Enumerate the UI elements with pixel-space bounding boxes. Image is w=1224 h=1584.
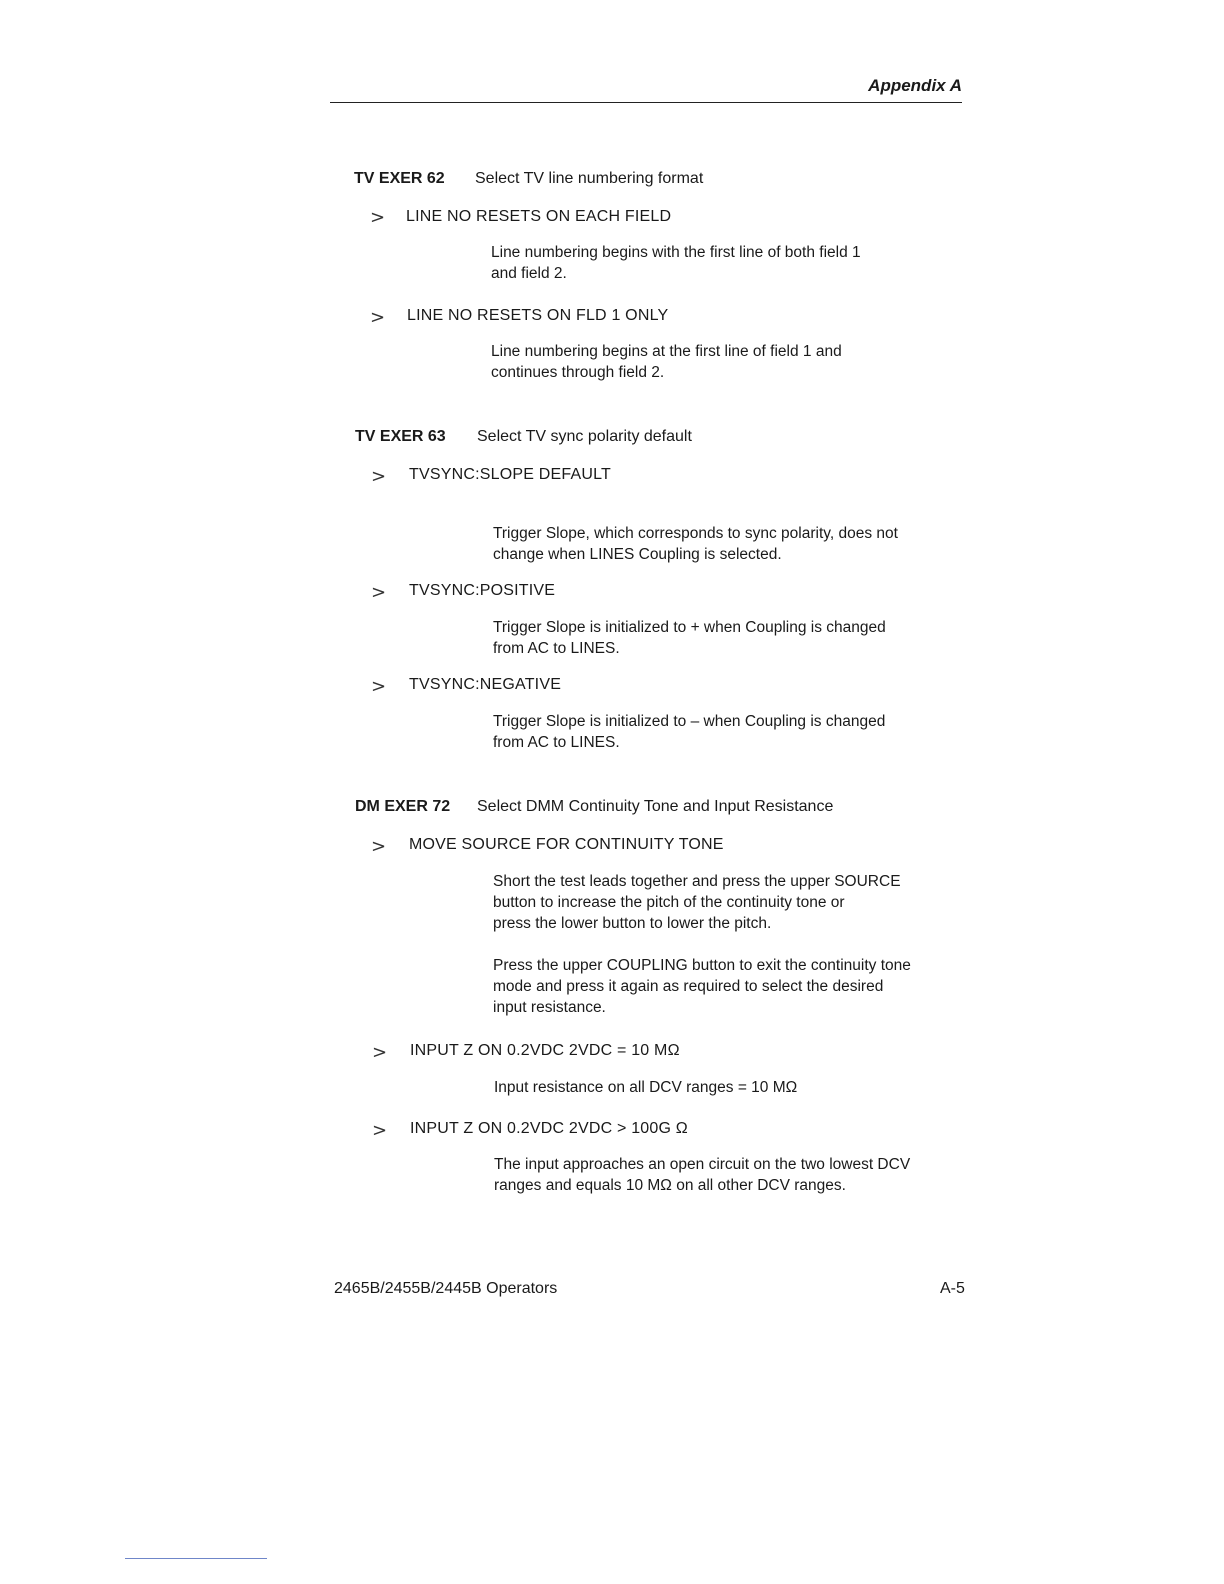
section-title-tv-exer-63: Select TV sync polarity default [477, 428, 692, 445]
option-marker: > [371, 582, 387, 603]
option-label-input-z-100g: INPUT Z ON 0.2VDC 2VDC > 100G Ω [410, 1120, 688, 1137]
option-label-tvsync-negative: TVSYNC:NEGATIVE [409, 676, 562, 693]
option-marker: > [371, 836, 387, 857]
bottom-divider [125, 1558, 267, 1559]
description-line: button to increase the pitch of the continuity tone or [493, 894, 845, 911]
option-label-line-no-resets-each-field: LINE NO RESETS ON EACH FIELD [406, 208, 672, 225]
option-marker: > [371, 466, 387, 487]
option-description [493, 617, 953, 659]
option-marker: > [372, 1042, 388, 1063]
option-description [491, 341, 951, 383]
description-line: Line numbering begins at the first line of field 1 and [491, 343, 842, 360]
description-line: from AC to LINES. [493, 640, 620, 657]
section-title-tv-exer-62: Select TV line numbering format [475, 170, 704, 187]
description-line: press the lower button to lower the pitch. [493, 915, 772, 932]
option-description [493, 523, 953, 565]
option-description [493, 871, 953, 934]
description-line: Press the upper COUPLING button to exit the continuity tone [493, 957, 911, 974]
option-marker: > [372, 1120, 388, 1141]
option-label-tvsync-positive: TVSYNC:POSITIVE [409, 582, 556, 599]
description-line: continues through field 2. [491, 364, 665, 381]
description-line: Trigger Slope is initialized to + when Coupling is changed [493, 619, 886, 636]
page-number: A-5 [940, 1280, 965, 1297]
description-line: Trigger Slope is initialized to – when Coupling is changed [493, 713, 886, 730]
option-description [494, 1077, 954, 1098]
description-line: from AC to LINES. [493, 734, 620, 751]
description-line: Short the test leads together and press the upper SOURCE [493, 873, 901, 890]
section-id-dm-exer-72: DM EXER 72 [355, 798, 451, 815]
option-label-tvsync-slope-default: TVSYNC:SLOPE DEFAULT [409, 466, 611, 483]
description-line: mode and press it again as required to select the desired [493, 978, 884, 995]
description-line: The input approaches an open circuit on the two lowest DCV [494, 1156, 911, 1173]
option-label-line-no-resets-fld-1: LINE NO RESETS ON FLD 1 ONLY [407, 307, 669, 324]
section-id-tv-exer-62: TV EXER 62 [354, 170, 445, 187]
section-title-dm-exer-72: Select DMM Continuity Tone and Input Resistance [477, 798, 834, 815]
description-line: Line numbering begins with the first line of both field 1 [491, 244, 861, 261]
description-line: ranges and equals 10 MΩ on all other DCV ranges. [494, 1177, 846, 1194]
option-marker: > [371, 676, 387, 697]
footer-manual-title: 2465B/2455B/2445B Operators [334, 1280, 558, 1297]
option-marker: > [370, 307, 386, 328]
option-description [491, 242, 951, 284]
description-line: and field 2. [491, 265, 567, 282]
description-line: Input resistance on all DCV ranges = 10 MΩ [494, 1079, 798, 1096]
section-id-tv-exer-63: TV EXER 63 [355, 428, 446, 445]
option-description-continued [493, 955, 953, 1018]
appendix-title: Appendix A [868, 76, 962, 95]
description-line: change when LINES Coupling is selected. [493, 546, 782, 563]
option-label-move-source-continuity: MOVE SOURCE FOR CONTINUITY TONE [409, 836, 724, 853]
option-label-input-z-10m: INPUT Z ON 0.2VDC 2VDC = 10 MΩ [410, 1042, 680, 1059]
page-header [330, 76, 962, 103]
description-line: input resistance. [493, 999, 606, 1016]
description-line: Trigger Slope, which corresponds to sync polarity, does not [493, 525, 898, 542]
option-marker: > [370, 207, 386, 228]
option-description [493, 711, 953, 753]
option-description [494, 1154, 954, 1196]
